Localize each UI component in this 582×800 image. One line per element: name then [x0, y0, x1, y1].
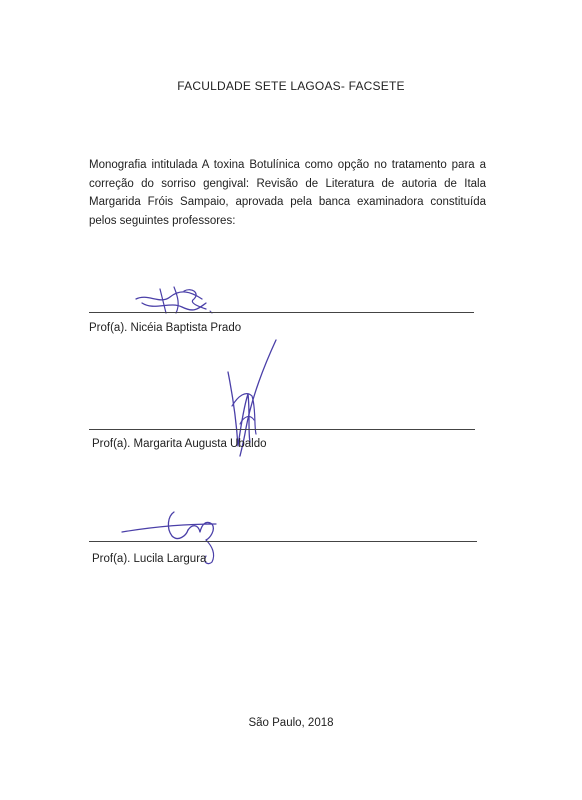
signature-1 [130, 283, 220, 319]
signature-line-2 [89, 429, 475, 430]
signatory-name-1: Prof(a). Nicéia Baptista Prado [89, 322, 242, 334]
signature-line-3 [89, 541, 477, 542]
place-and-year: São Paulo, 2018 [248, 717, 334, 729]
signatory-name-2: Prof(a). Margarita Augusta Ubaldo [92, 438, 267, 450]
signature-line-1 [89, 312, 474, 313]
approval-statement: Monografia intitulada A toxina Botulínica como opção no tratamento para a correção do sorriso gengival: Revisão de Literatura de autoria de Itala Margarida Fróis Sampaio, aprovada pela banca examinadora constituída pelos seguintes professores: [89, 159, 486, 227]
institution-heading: FACULDADE SETE LAGOAS- FACSETE [177, 79, 405, 93]
signatory-name-3: Prof(a). Lucila Largura [92, 553, 207, 565]
